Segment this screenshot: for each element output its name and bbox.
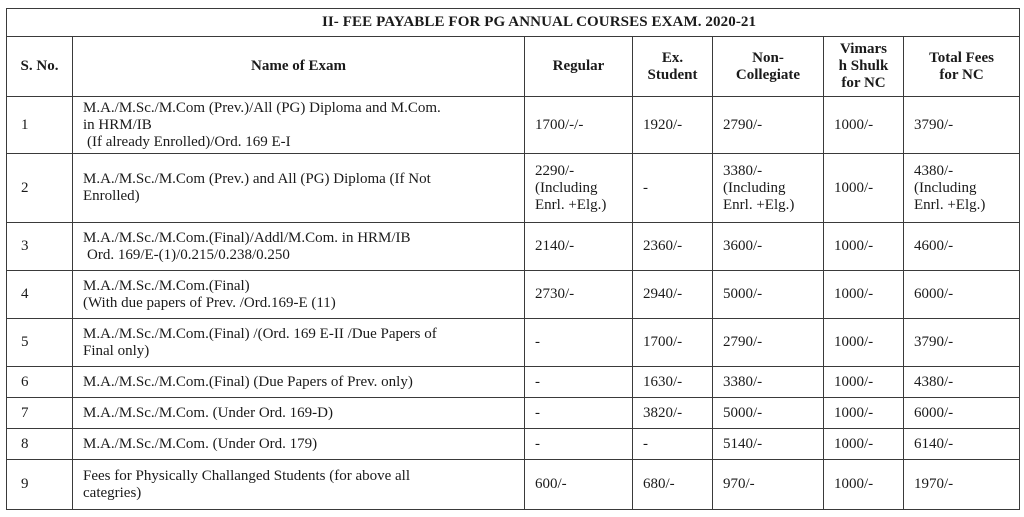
exam-name-line: M.A./M.Sc./M.Com (Prev.)/All (PG) Diploma and M.Com. [83, 99, 441, 116]
cell-ex-student: 1920/- [633, 97, 713, 154]
exam-name-line: M.A./M.Sc./M.Com.(Final) /(Ord. 169 E-II /Due Papers of [83, 325, 437, 342]
header-total-line: Total Fees [929, 49, 994, 66]
fee-table [6, 8, 1020, 510]
cell-ex-student: 3820/- [633, 398, 713, 429]
cell-exam-name [73, 223, 525, 271]
header-ex-student-line: Ex. [661, 49, 684, 66]
cell-sno: 3 [7, 223, 73, 271]
cell-regular: 2140/- [525, 223, 633, 271]
cell-sno: 5 [7, 319, 73, 367]
cell-exam-name: M.A./M.Sc./M.Com. (Under Ord. 179) [73, 429, 525, 460]
table-row [7, 271, 1020, 319]
total-nc-line: 4380/- [914, 162, 954, 179]
exam-name-line: Ord. 169/E-(1)/0.215/0.238/0.250 [87, 246, 290, 263]
header-non-collegiate [713, 37, 824, 97]
cell-ex-student: 2360/- [633, 223, 713, 271]
cell-regular: - [525, 429, 633, 460]
table-row [7, 97, 1020, 154]
cell-ex-student: 1700/- [633, 319, 713, 367]
header-regular: Regular [525, 37, 633, 97]
cell-regular: - [525, 367, 633, 398]
table-row [7, 223, 1020, 271]
cell-total-nc [904, 154, 1020, 223]
cell-total-nc: 4600/- [904, 223, 1020, 271]
exam-name-line: (With due papers of Prev. /Ord.169-E (11) [83, 294, 336, 311]
cell-non-collegiate: 970/- [713, 460, 824, 510]
cell-non-collegiate: 2790/- [713, 97, 824, 154]
cell-exam-name [73, 97, 525, 154]
non-collegiate-line: (Including [723, 179, 786, 196]
header-vimarsh-line: h Shulk [838, 58, 889, 74]
cell-vimarsh-shulk: 1000/- [824, 398, 904, 429]
cell-regular: - [525, 398, 633, 429]
cell-sno: 1 [7, 97, 73, 154]
cell-regular: 1700/-/- [525, 97, 633, 154]
cell-sno: 9 [7, 460, 73, 510]
total-nc-line: (Including [914, 179, 977, 196]
cell-exam-name [73, 460, 525, 510]
cell-non-collegiate: 5000/- [713, 398, 824, 429]
cell-non-collegiate: 3380/- [713, 367, 824, 398]
cell-sno: 6 [7, 367, 73, 398]
regular-line: 2290/- [535, 162, 575, 179]
header-sno: S. No. [7, 37, 73, 97]
cell-non-collegiate: 2790/- [713, 319, 824, 367]
cell-vimarsh-shulk: 1000/- [824, 223, 904, 271]
fee-document [6, 8, 1019, 510]
cell-total-nc: 1970/- [904, 460, 1020, 510]
table-title: II- FEE PAYABLE FOR PG ANNUAL COURSES EXAM. 2020-21 [7, 9, 1020, 37]
table-row [7, 367, 1020, 398]
total-nc-line: Enrl. +Elg.) [914, 196, 986, 213]
exam-name-line: Final only) [83, 342, 150, 359]
cell-regular: 600/- [525, 460, 633, 510]
cell-ex-student: 2940/- [633, 271, 713, 319]
header-ex-student [633, 37, 713, 97]
regular-line: (Including [535, 179, 598, 196]
cell-non-collegiate: 5140/- [713, 429, 824, 460]
cell-non-collegiate: 3600/- [713, 223, 824, 271]
exam-name-line: Fees for Physically Challanged Students (for above all [83, 467, 411, 484]
cell-exam-name [73, 271, 525, 319]
cell-exam-name: M.A./M.Sc./M.Com. (Under Ord. 169-D) [73, 398, 525, 429]
cell-regular: - [525, 319, 633, 367]
exam-name-line: Enrolled) [83, 188, 140, 204]
cell-exam-name [73, 154, 525, 223]
header-total-fees-nc [904, 37, 1020, 97]
cell-total-nc: 3790/- [904, 97, 1020, 154]
cell-vimarsh-shulk: 1000/- [824, 271, 904, 319]
cell-ex-student: 680/- [633, 460, 713, 510]
cell-ex-student: - [633, 429, 713, 460]
cell-exam-name [73, 319, 525, 367]
table-row [7, 429, 1020, 460]
exam-name-line: M.A./M.Sc./M.Com.(Final)/Addl/M.Com. in HRM/IB [83, 229, 411, 246]
table-row [7, 460, 1020, 510]
cell-vimarsh-shulk: 1000/- [824, 460, 904, 510]
cell-total-nc: 4380/- [904, 367, 1020, 398]
cell-sno: 7 [7, 398, 73, 429]
header-non-collegiate-line: Collegiate [735, 66, 801, 83]
cell-sno: 4 [7, 271, 73, 319]
cell-total-nc: 6000/- [904, 398, 1020, 429]
header-non-collegiate-line: Non- [752, 49, 784, 66]
cell-vimarsh-shulk: 1000/- [824, 319, 904, 367]
header-vimarsh-shulk [824, 37, 904, 97]
table-row [7, 319, 1020, 367]
cell-regular [525, 154, 633, 223]
exam-name-line: categries) [83, 484, 142, 501]
header-vimarsh-line: Vimars [840, 41, 887, 57]
cell-non-collegiate: 5000/- [713, 271, 824, 319]
cell-non-collegiate [713, 154, 824, 223]
cell-exam-name: M.A./M.Sc./M.Com.(Final) (Due Papers of Prev. only) [73, 367, 525, 398]
cell-vimarsh-shulk: 1000/- [824, 97, 904, 154]
exam-name-line: M.A./M.Sc./M.Com.(Final) [83, 277, 250, 294]
exam-name-line: in HRM/IB [83, 116, 152, 133]
cell-total-nc: 3790/- [904, 319, 1020, 367]
cell-vimarsh-shulk: 1000/- [824, 367, 904, 398]
cell-total-nc: 6000/- [904, 271, 1020, 319]
cell-ex-student: 1630/- [633, 367, 713, 398]
cell-vimarsh-shulk: 1000/- [824, 154, 904, 223]
title-row [7, 9, 1020, 37]
cell-sno: 8 [7, 429, 73, 460]
header-ex-student-line: Student [647, 66, 698, 83]
cell-sno: 2 [7, 154, 73, 223]
header-row [7, 37, 1020, 97]
table-row [7, 398, 1020, 429]
cell-total-nc: 6140/- [904, 429, 1020, 460]
table-row [7, 154, 1020, 223]
exam-name-line: M.A./M.Sc./M.Com (Prev.) and All (PG) Diploma (If Not [83, 171, 431, 187]
header-name-of-exam: Name of Exam [73, 37, 525, 97]
header-vimarsh-line: for NC [841, 75, 886, 91]
cell-regular: 2730/- [525, 271, 633, 319]
non-collegiate-line: Enrl. +Elg.) [723, 196, 795, 213]
cell-vimarsh-shulk: 1000/- [824, 429, 904, 460]
exam-name-line: (If already Enrolled)/Ord. 169 E-I [87, 133, 291, 150]
regular-line: Enrl. +Elg.) [535, 196, 607, 213]
cell-ex-student: - [633, 154, 713, 223]
header-total-line: for NC [939, 66, 984, 83]
non-collegiate-line: 3380/- [723, 162, 763, 179]
